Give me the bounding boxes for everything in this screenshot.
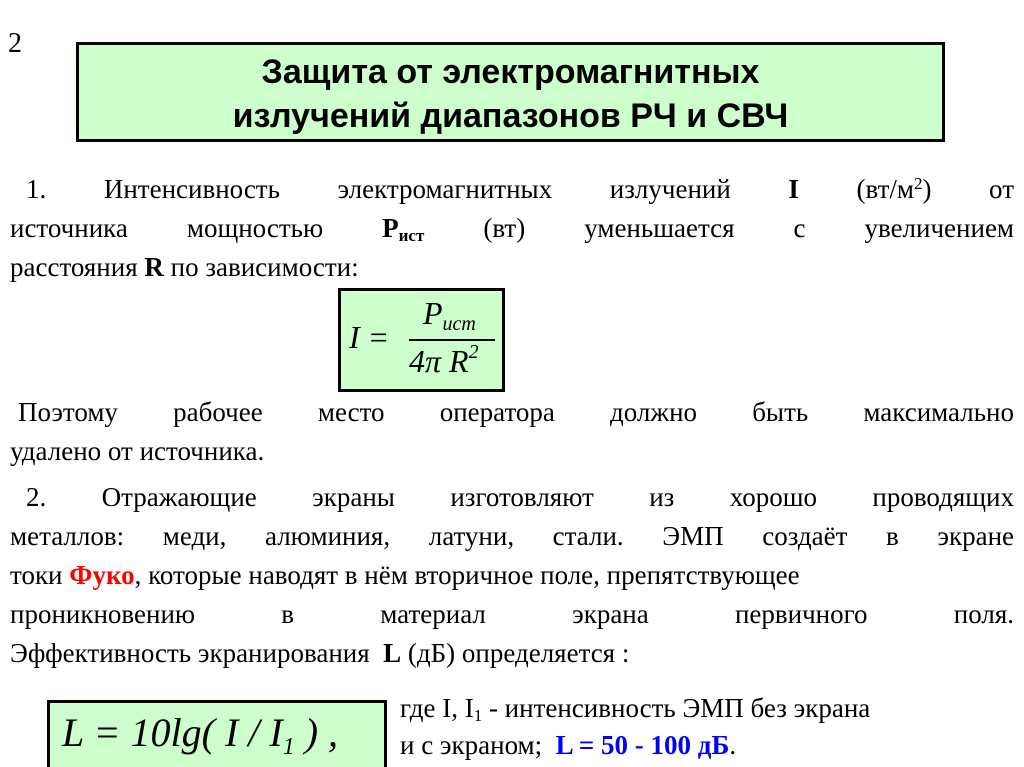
symbol-L: L [383, 638, 402, 668]
paragraph-operator [10, 393, 1014, 471]
formula-den-power: 2 [468, 341, 479, 363]
formula-rhs: ) , [294, 710, 339, 755]
unit-close: ) от [922, 174, 1014, 204]
formula-equation [62, 709, 338, 761]
symbol-distance: R [144, 252, 164, 282]
text-span: по зависимости: [170, 252, 359, 282]
formula-num-P: P [423, 295, 443, 331]
formula-intensity [338, 288, 505, 392]
formula-sub: 1 [282, 734, 295, 760]
paragraph-line [10, 634, 1014, 673]
formula-num-sub: ист [442, 313, 476, 335]
paragraph-line: удалено от источника. [10, 436, 265, 466]
paragraph-intensity [10, 170, 1014, 287]
text-span: 1. Интенсивность электромагнитных излучений [26, 174, 731, 204]
formula-denominator [409, 343, 479, 380]
paragraph-screens [10, 478, 1014, 673]
paragraph-line: проникновению в материал экрана первичного поля. [10, 599, 1014, 629]
paragraph-line: Поэтому рабочее место оператора должно быть максимально [18, 397, 1014, 427]
attenuation-value: L = 50 - 100 дБ [555, 730, 730, 760]
text-span: где I, I [400, 693, 474, 723]
unit-power: 2 [913, 174, 923, 193]
paragraph-line [10, 209, 1014, 248]
paragraph-line [10, 170, 1014, 209]
text-span: (дБ) определяется : [407, 638, 630, 668]
note-sub: 1 [473, 706, 483, 725]
paragraph-line [10, 248, 1014, 287]
unit-open: (вт/м [856, 174, 914, 204]
symbol-P-sub: ист [398, 226, 425, 245]
slide-number: 2 [8, 28, 22, 59]
paragraph-line: металлов: меди, алюминия, латуни, стали. ЭМП создаёт в экране [10, 521, 1014, 551]
text-span: , которые наводят в нём вторичное поле, препятствующее [134, 560, 800, 590]
note-line [400, 690, 1016, 727]
text-span: источника мощностью [10, 213, 324, 243]
symbol-P: P [382, 213, 399, 243]
paragraph-line [10, 556, 1014, 595]
formula-numerator [423, 295, 476, 336]
text-span: расстояния [10, 252, 138, 282]
text-span: Эффективность экранирования [10, 638, 370, 668]
symbol-intensity: I [788, 174, 799, 204]
title-line-1: Защита от электромагнитных [261, 53, 760, 91]
title-box [76, 42, 945, 142]
title-line-2: излучений диапазонов РЧ и СВЧ [232, 97, 789, 135]
foucault-highlight: Фуко [69, 560, 135, 590]
unit-span [857, 174, 1015, 204]
text-span: (вт) уменьшается с увеличением [483, 213, 1015, 243]
formula-shielding [47, 700, 387, 767]
formula-note [400, 690, 1016, 764]
text-span: - интенсивность ЭМП без экрана [482, 693, 871, 723]
formula-lhs: I = [349, 319, 390, 355]
paragraph-line: 2. Отражающие экраны изготовляют из хорошо проводящих [26, 482, 1014, 512]
formula-den-base: 4π R [409, 343, 469, 379]
note-line [400, 727, 1016, 764]
text-span: и с экраном; [400, 730, 549, 760]
symbol-power [382, 213, 424, 243]
fraction-bar [409, 339, 495, 341]
text-span: . [729, 730, 737, 760]
text-span: токи [10, 560, 63, 590]
formula-lhs: L = 10lg( I / I [62, 710, 283, 755]
